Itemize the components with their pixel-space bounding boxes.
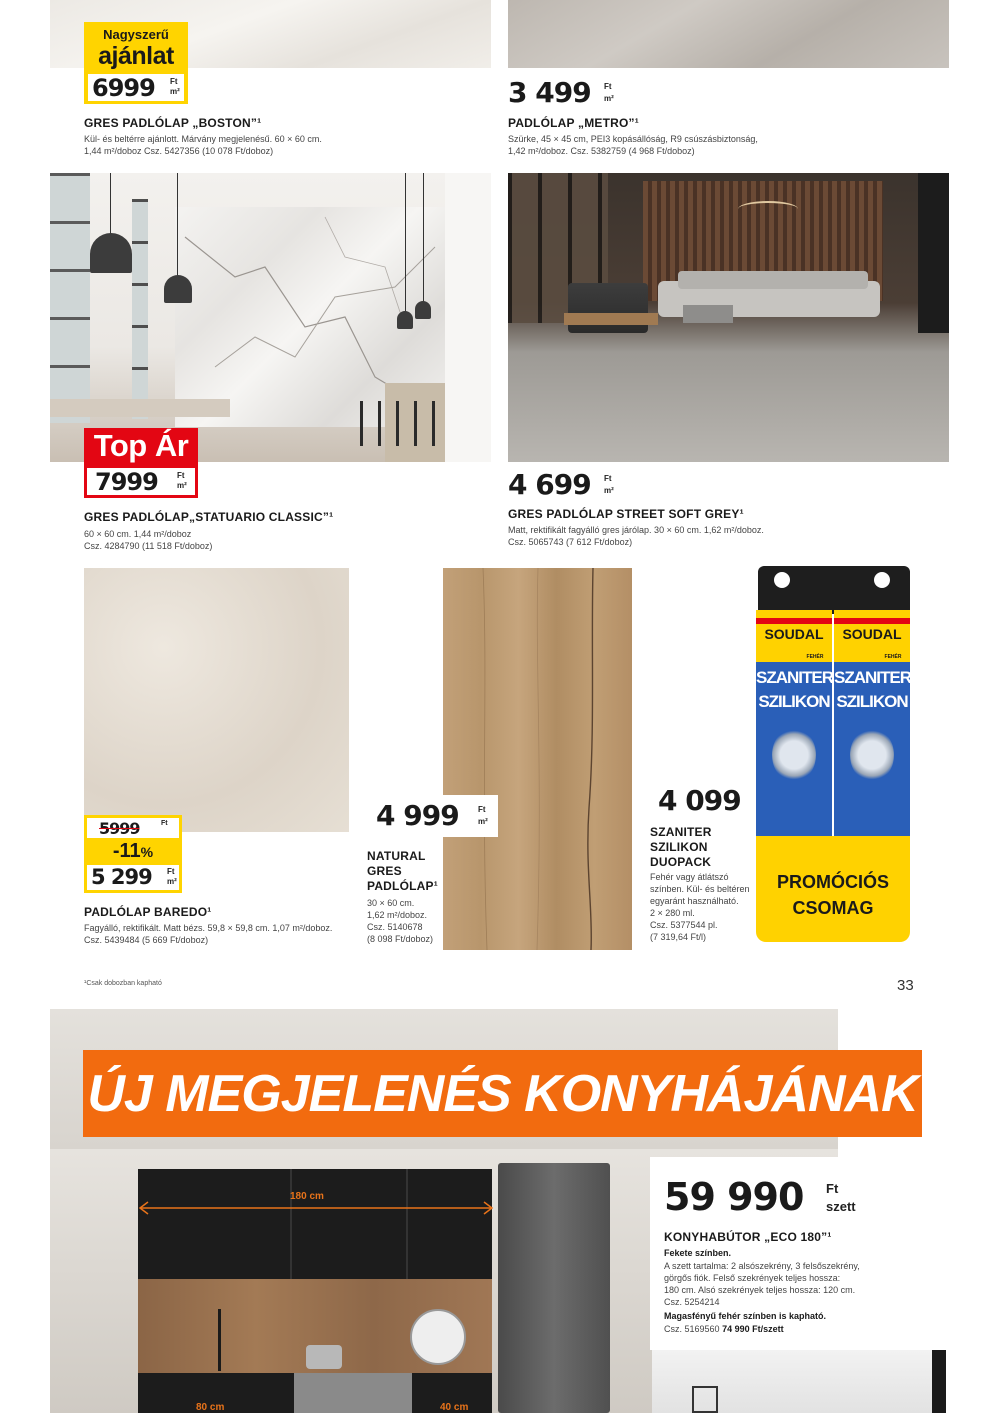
kitchen-glossy-line: [664, 1323, 784, 1335]
offer-badge-line1: Nagyszerű: [103, 27, 169, 42]
promo-line-1: PROMÓCIÓS: [776, 872, 889, 892]
shower-head-icon: [850, 728, 894, 782]
natural-price: 4 999: [376, 799, 459, 832]
kitchen-banner: [83, 1050, 922, 1137]
silicone-desc-3: egyaránt használható.: [650, 896, 739, 906]
street-title: GRES PADLÓLAP STREET SOFT GREY¹: [508, 507, 744, 521]
silicone-label-small: FEHÉR: [878, 654, 908, 660]
kitchen-dim-right: 40 cm: [440, 1402, 469, 1413]
kitchen-dim-left: 80 cm: [196, 1402, 225, 1413]
silicone-desc-1: Fehér vagy átlátszó: [650, 872, 729, 882]
natural-desc-2: 1,62 m²/doboz.: [367, 910, 428, 920]
baredo-price: 5 299: [91, 865, 152, 889]
metro-tile-image: [508, 0, 949, 68]
top-price-label: Top Ár: [93, 428, 189, 463]
kitchen-currency: Ft: [826, 1181, 839, 1196]
silicone-desc-2: színben. Kül- és beltéren: [650, 884, 750, 894]
natural-price-box: [370, 795, 498, 837]
metro-desc-2: 1,42 m²/doboz. Csz. 5382759 (4 968 Ft/doboz): [508, 146, 695, 156]
kitchen-banner-text: ÚJ MEGJELENÉS KONYHÁJÁNAK: [87, 1065, 918, 1123]
street-price: 4 699: [508, 468, 591, 501]
offer-badge-line2: ajánlat: [98, 42, 174, 70]
baredo-old-currency: Ft: [161, 820, 168, 827]
silicone-tube-right: [834, 610, 910, 840]
baredo-old-price-box: [87, 818, 179, 838]
statuario-unit: m²: [177, 481, 187, 490]
baredo-price-box: [87, 865, 179, 890]
kitchen-glossy-code: Csz. 5169560: [664, 1324, 720, 1334]
baredo-unit: m²: [167, 877, 177, 886]
silicone-tube-left: [756, 610, 832, 840]
kitchen-glossy-note: Magasfényű fehér színben is kapható.: [664, 1311, 827, 1321]
metro-unit: m²: [604, 94, 614, 103]
statuario-title: GRES PADLÓLAP„STATUARIO CLASSIC”¹: [84, 510, 334, 524]
kitchen-price: 59 990: [664, 1175, 804, 1219]
silicone-label-2: SZILIKON: [758, 692, 830, 711]
natural-currency: Ft: [478, 805, 486, 814]
street-room-image: [508, 173, 949, 462]
silicone-title-1: SZANITER: [650, 825, 712, 839]
natural-desc-4: (8 098 Ft/doboz): [367, 934, 434, 944]
kitchen-desc-3: 180 cm. Alsó szekrények teljes hossza: 120 cm.: [664, 1285, 856, 1295]
natural-desc-1: 30 × 60 cm.: [367, 898, 415, 908]
promo-line-2: CSOMAG: [792, 898, 874, 918]
silicone-label-1: SZANITER: [834, 668, 911, 687]
natural-unit: m²: [478, 817, 488, 826]
silicone-desc-5: Csz. 5377544 pl.: [650, 920, 718, 930]
silicone-title-2: SZILIKON: [650, 840, 708, 854]
natural-desc-3: Csz. 5140678: [367, 922, 423, 932]
kitchen-unit: szett: [826, 1199, 856, 1214]
statuario-desc-2: Csz. 4284790 (11 518 Ft/doboz): [84, 541, 213, 551]
footnote: ¹Csak dobozban kapható: [84, 980, 162, 987]
metro-title: PADLÓLAP „METRO”¹: [508, 116, 639, 130]
kitchen-desc-4: Csz. 5254214: [664, 1297, 720, 1307]
boston-price-box: [88, 74, 184, 101]
boston-currency: Ft: [170, 77, 178, 86]
shower-head-icon: [772, 728, 816, 782]
silicone-product-image: [754, 566, 914, 944]
boston-desc-2: 1,44 m²/doboz Csz. 5427356 (10 078 Ft/doboz): [84, 146, 274, 156]
baredo-price-badge: [84, 815, 182, 893]
statuario-currency: Ft: [177, 471, 185, 480]
statuario-room-image: [50, 173, 491, 462]
baredo-desc-2: Csz. 5439484 (5 669 Ft/doboz): [84, 935, 209, 945]
silicone-desc-6: (7 319,64 Ft/l): [650, 932, 707, 942]
kitchen-info-panel: [650, 1157, 946, 1350]
silicone-desc-4: 2 × 280 ml.: [650, 908, 695, 918]
boston-desc-1: Kül- és beltérre ajánlott. Márvány megjelenésű. 60 × 60 cm.: [84, 134, 322, 144]
top-price-badge: [84, 428, 198, 498]
metro-desc-1: Szürke, 45 × 45 cm, PEI3 kopásállóság, R9 csúszásbiztonság,: [508, 134, 758, 144]
natural-title-2: GRES: [367, 864, 402, 878]
baredo-title: PADLÓLAP BAREDO¹: [84, 905, 212, 919]
statuario-price: 7999: [95, 468, 158, 496]
kitchen-white-image: [652, 1350, 946, 1413]
baredo-old-price: 5999: [99, 819, 140, 838]
metro-price: 3 499: [508, 76, 591, 109]
baredo-desc-1: Fagyálló, rektifikált. Matt bézs. 59,8 × 59,8 cm. 1,07 m²/doboz.: [84, 923, 333, 933]
silicone-title-3: DUOPACK: [650, 855, 712, 869]
natural-tile-image: [443, 568, 632, 950]
boston-title: GRES PADLÓLAP „BOSTON”¹: [84, 116, 262, 130]
statuario-price-box: [87, 468, 195, 495]
street-unit: m²: [604, 486, 614, 495]
boston-unit: m²: [170, 87, 180, 96]
street-currency: Ft: [604, 474, 612, 483]
baredo-tile-image: [84, 568, 349, 832]
baredo-discount-row: [84, 840, 182, 863]
silicone-price: 4 099: [658, 784, 741, 817]
kitchen-desc-1: A szett tartalma: 2 alsószekrény, 3 felsőszekrény,: [664, 1261, 860, 1271]
page-number: 33: [897, 977, 914, 994]
statuario-desc-1: 60 × 60 cm. 1,44 m²/doboz: [84, 529, 192, 539]
baredo-discount: -11: [112, 840, 141, 862]
wood-grain: [443, 568, 632, 950]
natural-title-3: PADLÓLAP¹: [367, 879, 438, 893]
soudal-logo: SOUDAL: [842, 626, 902, 642]
natural-title-1: NATURAL: [367, 849, 426, 863]
soudal-logo: SOUDAL: [764, 626, 824, 642]
boston-price: 6999: [92, 74, 155, 102]
silicone-label-small: FEHÉR: [800, 654, 830, 660]
silicone-label-1: SZANITER: [756, 668, 833, 687]
kitchen-dim-top: 180 cm: [290, 1191, 324, 1202]
kitchen-desc-2: görgős fiók. Felső szekrények teljes hossza:: [664, 1273, 841, 1283]
offer-badge: [84, 22, 188, 104]
baredo-currency: Ft: [167, 867, 175, 876]
kitchen-glossy-price: 74 990 Ft/szett: [722, 1324, 784, 1334]
kitchen-color: Fekete színben.: [664, 1248, 732, 1258]
street-desc-1: Matt, rektifikált fagyálló gres járólap. 30 × 60 cm. 1,62 m²/doboz.: [508, 525, 764, 535]
metro-currency: Ft: [604, 82, 612, 91]
baredo-discount-unit: %: [140, 844, 154, 860]
silicone-label-2: SZILIKON: [836, 692, 908, 711]
street-desc-2: Csz. 5065743 (7 612 Ft/doboz): [508, 537, 633, 547]
kitchen-title: KONYHABÚTOR „ECO 180”¹: [664, 1230, 832, 1244]
promo-package: [756, 836, 910, 942]
